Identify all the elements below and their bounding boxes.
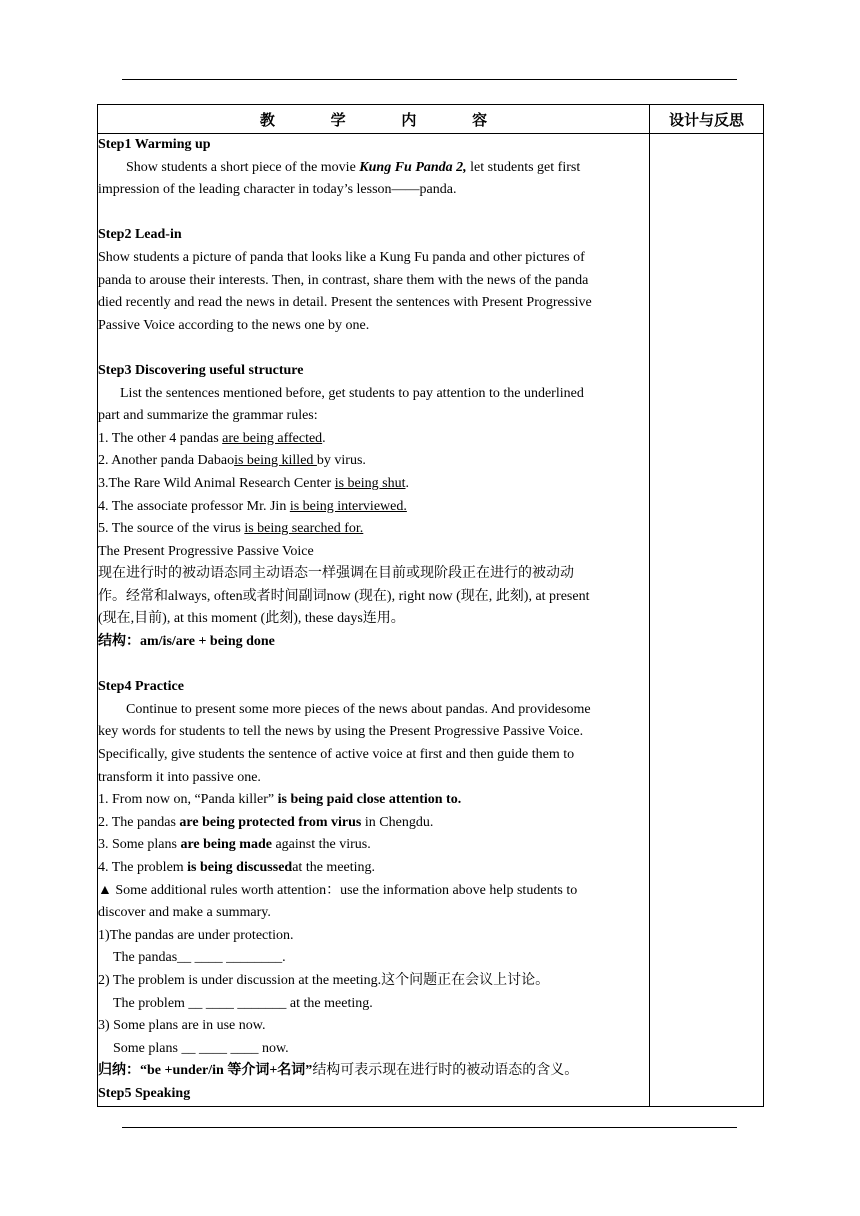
- header-rule: [122, 79, 737, 80]
- grammar-explanation: (现在,目前), at this moment (此刻), these days连用。: [98, 611, 405, 627]
- exercise-blank: The problem __ ____ _______ at the meeting.: [113, 995, 373, 1011]
- lesson-plan-table: [97, 104, 764, 1107]
- step2-line: Show students a picture of panda that looks like a Kung Fu panda and other pictures of: [98, 249, 585, 265]
- step2-line: panda to arouse their interests. Then, in contrast, share them with the news of the panda: [98, 272, 589, 288]
- table-header-row: [98, 105, 764, 134]
- reflection-column: [650, 134, 764, 1107]
- header-content: 教 学 内 容: [98, 105, 650, 134]
- exercise-blank: Some plans __ ____ ____ now.: [113, 1040, 289, 1056]
- exercise-blank: The pandas__ ____ ________.: [113, 950, 286, 966]
- grammar-structure: 结构：am/is/are + being done: [98, 634, 275, 650]
- practice-sentence: 4. The problem is being discussedat the meeting.: [98, 860, 376, 875]
- step5-title: Step5 Speaking: [98, 1085, 191, 1101]
- movie-title: Kung Fu Panda 2,: [359, 159, 467, 175]
- additional-rules-note: ▲ Some additional rules worth attention：use the information above help students to: [98, 882, 578, 898]
- step2-line: died recently and read the news in detail. Present the sentences with Present Progressive: [98, 295, 592, 311]
- header-reflection: 设计与反思: [650, 105, 764, 134]
- summary: 归纳：“be +under/in 等介词+名词”结构可表示现在进行时的被动语态的含义。: [98, 1063, 579, 1079]
- example-sentence: 3.The Rare Wild Animal Research Center is being shut.: [98, 475, 409, 491]
- practice-sentence: 2. The pandas are being protected from virus in Chengdu.: [98, 814, 434, 830]
- step2-line: Passive Voice according to the news one by one.: [98, 317, 370, 333]
- grammar-name: The Present Progressive Passive Voice: [98, 543, 314, 559]
- grammar-explanation: 作。经常和always, often或者时间副词now (现在), right now (现在, 此刻), at present: [98, 588, 590, 604]
- grammar-explanation: 现在进行时的被动语态同主动语态一样强调在目前或现阶段正在进行的被动动: [98, 566, 574, 582]
- exercise-item: 1)The pandas are under protection.: [98, 927, 294, 943]
- step3-title: Step3 Discovering useful structure: [98, 362, 304, 378]
- lesson-content: Step1 Warming up Show students a short piece of the movie Kung Fu Panda 2, let students get first impression of the leading character in today’s lesson——panda. Step2 Lead-in Show students a picture of panda that looks like a Kung Fu panda and other pictures of panda to arouse their interests. Then, in contrast, share them with the news of the panda died recently and read the news in detail. Present the sentences with Present Progressive Passive Voice according to the news one by one. Step3 Discovering useful structure List the sentences mentioned before, get students to pay attention to the underlined part and summarize the grammar rules: 1. The other 4 pandas are being affected. 2. Another panda Dabaois being killed by virus. 3.The Rare Wild Animal Research Center is being shut. 4. The associate professor Mr. Jin is being interviewed. 5. The source of the virus is being searched for. The Present Progressive Passive Voice 现在进行时的被动语态同主动语态一样强调在目前或现阶段正在进行的被动动 作。经常和always, often或者时间副词now (现在), right now (现在, 此刻), at present (现在,目前), at this moment (此刻), these days连用。 结构：am/is/are + being done Step4 Practice Continue to present some more pieces of the news about pandas. And providesome key words for students to tell the news by using the Present Progressive Passive Voice. Specifically, give students the sentence of active voice at first and then guide them to transform it into passive one. 1. From now on, “Panda killer” is being paid close attention to. 2. The pandas are being protected from virus in Chengdu. 3. Some plans are being made against the virus. 4. The problem is being discussedat the meeting. ▲ Some additional rules worth attention：use the information above help students to discover and make a summary. 1)The pandas are under protection. The pandas__ ____ ________. 2) The problem is under discussion at the meeting.这个问题正在会议上讨论。 The problem __ ____ _______ at the meeting. 3) Some plans are in use now. Some plans __ ____ ____ now. 归纳：“be +under/in 等介词+名词”结构可表示现在进行时的被动语态的含义。 Step5 Speaking: [98, 134, 650, 1107]
- example-sentence: 5. The source of the virus is being searched for.: [98, 521, 364, 537]
- practice-sentence: 3. Some plans are being made against the virus.: [98, 837, 371, 853]
- step3-intro: List the sentences mentioned before, get students to pay attention to the underlined: [120, 385, 584, 401]
- example-sentence: 2. Another panda Dabaois being killed by virus.: [98, 453, 366, 469]
- exercise-item: 3) Some plans are in use now.: [98, 1018, 266, 1034]
- example-sentence: 1. The other 4 pandas are being affected.: [98, 430, 326, 446]
- step1-paragraph: Show students a short piece of the movie Kung Fu Panda 2, let students get first: [126, 159, 581, 175]
- practice-sentence: 1. From now on, “Panda killer” is being paid close attention to.: [98, 792, 462, 808]
- footer-rule: [122, 1127, 737, 1128]
- step4-title: Step4 Practice: [98, 679, 184, 695]
- example-sentence: 4. The associate professor Mr. Jin is being interviewed.: [98, 498, 407, 514]
- step1-title: Step1 Warming up: [98, 137, 211, 152]
- table-body-row: [98, 134, 764, 1107]
- exercise-item: 2) The problem is under discussion at the meeting.这个问题正在会议上讨论。: [98, 972, 550, 988]
- step4-paragraph: Continue to present some more pieces of the news about pandas. And providesome: [126, 701, 591, 717]
- step2-title: Step2 Lead-in: [98, 227, 182, 243]
